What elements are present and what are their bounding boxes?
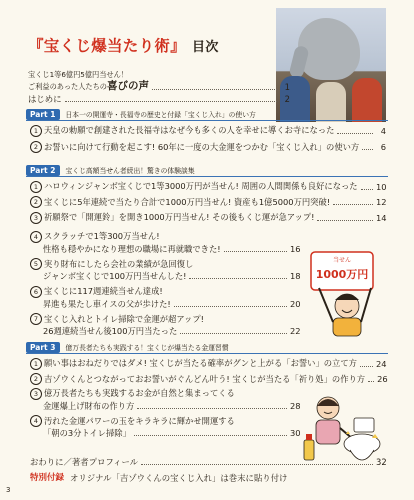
toc-row[interactable] xyxy=(30,373,386,386)
leader-dots xyxy=(180,333,287,334)
part-title: 日本一の開運寺・長福寺の歴史と付録「宝くじ入れ」の使い方 xyxy=(65,111,256,119)
page-ref: 30 xyxy=(290,428,301,438)
entry-number: 7 xyxy=(30,313,42,325)
toc-row[interactable] xyxy=(30,230,300,255)
leader-dots xyxy=(137,408,287,409)
toc-row[interactable] xyxy=(30,357,386,370)
leader-dots xyxy=(65,101,278,102)
page-ref: 4 xyxy=(380,125,386,136)
toc-row[interactable] xyxy=(28,93,290,105)
profile-entry: おわりに／著者プロフィール xyxy=(30,457,139,467)
winner-illustration xyxy=(305,248,387,338)
entry-title: 宝くじ入れとトイレ掃除で金運が超アップ! xyxy=(44,313,204,324)
entry-title: 26週連続当せん後100万円当たった xyxy=(43,326,178,336)
toc-list xyxy=(30,180,386,224)
entry-title: 宝くじに5年連続で当たり合計で1000万円当せん! 資産も1億5000万円突破! xyxy=(44,196,331,207)
leader-dots xyxy=(333,204,373,205)
intro-hajimeni: はじめに xyxy=(28,94,62,104)
toc-label: 目次 xyxy=(192,40,219,55)
sign-small-text: 当せん xyxy=(332,257,352,264)
page-ref: 12 xyxy=(376,197,387,207)
intro-lead: 宝くじ1等6億円5億円当せん！ xyxy=(28,70,128,79)
page-ref: 10 xyxy=(376,181,387,192)
entry-number: 3 xyxy=(30,212,42,224)
sign-amount-text: 1000万円 xyxy=(315,268,369,281)
entry-title: 億万長者たちも実践するお金が自然と集まってくる xyxy=(44,388,235,398)
toc-row[interactable] xyxy=(30,180,386,193)
entry-title: 「朝の3分トイレ掃除」 xyxy=(43,428,131,438)
page-ref: 22 xyxy=(290,326,301,336)
entry-number: 2 xyxy=(30,196,42,208)
toc-list xyxy=(30,124,386,153)
toc-row[interactable] xyxy=(30,211,386,224)
page-header xyxy=(28,34,219,56)
part-header xyxy=(26,341,388,354)
entry-number: 5 xyxy=(30,258,42,270)
toc-list xyxy=(30,230,300,337)
cleaning-woman-icon xyxy=(316,397,354,444)
entry-title: 願い事はおねだりではダメ! 宝くじが当たる確率がグンと上がる「お誓い」の立て方 xyxy=(44,358,357,368)
entry-number: 4 xyxy=(30,415,42,427)
toc-row[interactable] xyxy=(28,80,290,93)
entry-title: スクラッチで1等300万当せん! xyxy=(44,231,160,241)
entry-number: 1 xyxy=(30,125,42,137)
entry-title: 吉ゾウくんとつながっておお誓いがぐんどん叶う! 宝くじが当たる「祈り処」の作り方 xyxy=(44,373,366,384)
leader-dots xyxy=(224,251,287,252)
entry-title: 実り財布にしたら会社の業績が急回復し xyxy=(44,258,194,269)
happy-man-icon xyxy=(319,288,371,336)
toc-row[interactable] xyxy=(30,313,300,338)
leader-dots xyxy=(189,278,287,279)
page-ref: 26 xyxy=(377,374,388,384)
page-ref: 24 xyxy=(376,358,387,369)
toc-footer xyxy=(30,456,386,484)
toilet-icon xyxy=(344,418,380,460)
toc-row[interactable] xyxy=(30,415,300,440)
intro-voice-title: 喜びの声 xyxy=(107,80,149,92)
entry-title: ジャンボ宝くじで100万円当せんした! xyxy=(43,271,187,281)
bonus-text: オリジナル「吉ゾウくんの宝くじ入れ」は巻末に貼り付け xyxy=(70,473,288,483)
entry-number: 2 xyxy=(30,141,42,153)
page-title xyxy=(28,34,219,56)
toc-row[interactable] xyxy=(30,456,386,468)
leader-dots xyxy=(317,220,373,221)
book-title: 『宝くじ爆当たり術』 xyxy=(28,37,187,55)
leader-dots xyxy=(361,189,373,190)
leader-dots xyxy=(368,381,374,382)
toc-row[interactable] xyxy=(30,387,300,412)
toc-row[interactable] xyxy=(30,285,300,310)
toc-list xyxy=(30,387,300,439)
toc-row[interactable] xyxy=(30,141,386,154)
part-title: 宝くじ高額当せん者続出！驚きの体験談集 xyxy=(65,167,195,175)
entry-title: 汚れた金運パワーの玉をキラキラに輝かせ開運する xyxy=(44,415,235,426)
part-title: 億万長者たちも実践する！宝くじが爆当たる金運習慣 xyxy=(65,344,229,352)
leader-dots xyxy=(337,133,373,134)
leader-dots xyxy=(152,89,277,90)
entry-title: 宝くじに117週連続当せん達成! xyxy=(44,286,163,296)
page-ref: 6 xyxy=(380,142,386,152)
page-ref: 2 xyxy=(284,94,290,104)
page-ref: 32 xyxy=(376,457,387,467)
entry-title: 性格も穏やかになり理想の職場に再就職できた! xyxy=(43,243,221,254)
intro-section xyxy=(28,70,290,105)
part-tag: Part 2 xyxy=(26,165,60,176)
entry-title: ハロウィンジャンボ宝くじで1等3000万円が当せん! 周囲の人間関係も良好になった xyxy=(44,181,358,191)
entry-title: 天皇の勅願で創建された長福寺はなぜ今も多くの人を幸せに導くお寺になった xyxy=(44,125,335,135)
leader-dots xyxy=(134,435,287,436)
entry-title: 祈願祭で「開運鈴」を開き1000万円当せん! その後もくじ運が急アップ! xyxy=(44,212,315,222)
part-tag: Part 3 xyxy=(26,342,60,353)
money-sign-icon xyxy=(311,252,373,290)
toc-row[interactable] xyxy=(30,196,386,209)
page-ref: 1 xyxy=(284,82,290,92)
page-ref: 20 xyxy=(290,298,301,309)
page-ref: 28 xyxy=(290,400,301,411)
page-ref: 14 xyxy=(376,212,387,223)
toc-row[interactable] xyxy=(30,258,300,283)
leader-dots xyxy=(362,149,373,150)
entry-number: 1 xyxy=(30,181,42,193)
page-ref: 18 xyxy=(290,271,301,281)
entry-number: 6 xyxy=(30,286,42,298)
entry-number: 1 xyxy=(30,358,42,370)
part-header xyxy=(26,108,388,121)
part-tag: Part 1 xyxy=(26,109,60,120)
bonus-label: 特別付録 xyxy=(30,473,65,483)
intro-prefix: ご利益のあった人たちの xyxy=(28,82,107,91)
leader-dots xyxy=(174,306,287,307)
bonus-note xyxy=(30,472,386,484)
leader-dots xyxy=(360,366,373,367)
part-header xyxy=(26,164,388,177)
entry-title: 金運爆上げ財布の作り方 xyxy=(43,400,135,411)
entry-number: 4 xyxy=(30,231,42,243)
entry-title: お誓いに向けて行動を起こす! 60年に一度の大金運をつかむ「宝くじ入れ」の使い方 xyxy=(44,141,360,152)
entry-number: 3 xyxy=(30,388,42,400)
entry-title: 昇進も果たし車イスの父が歩けた! xyxy=(43,298,171,309)
toc-row[interactable] xyxy=(30,124,386,137)
page-number: 3 xyxy=(6,486,11,494)
toc-list xyxy=(30,357,386,385)
temple-photo xyxy=(276,8,386,122)
page-ref: 16 xyxy=(290,243,301,254)
leader-dots xyxy=(141,464,373,465)
entry-number: 2 xyxy=(30,373,42,385)
